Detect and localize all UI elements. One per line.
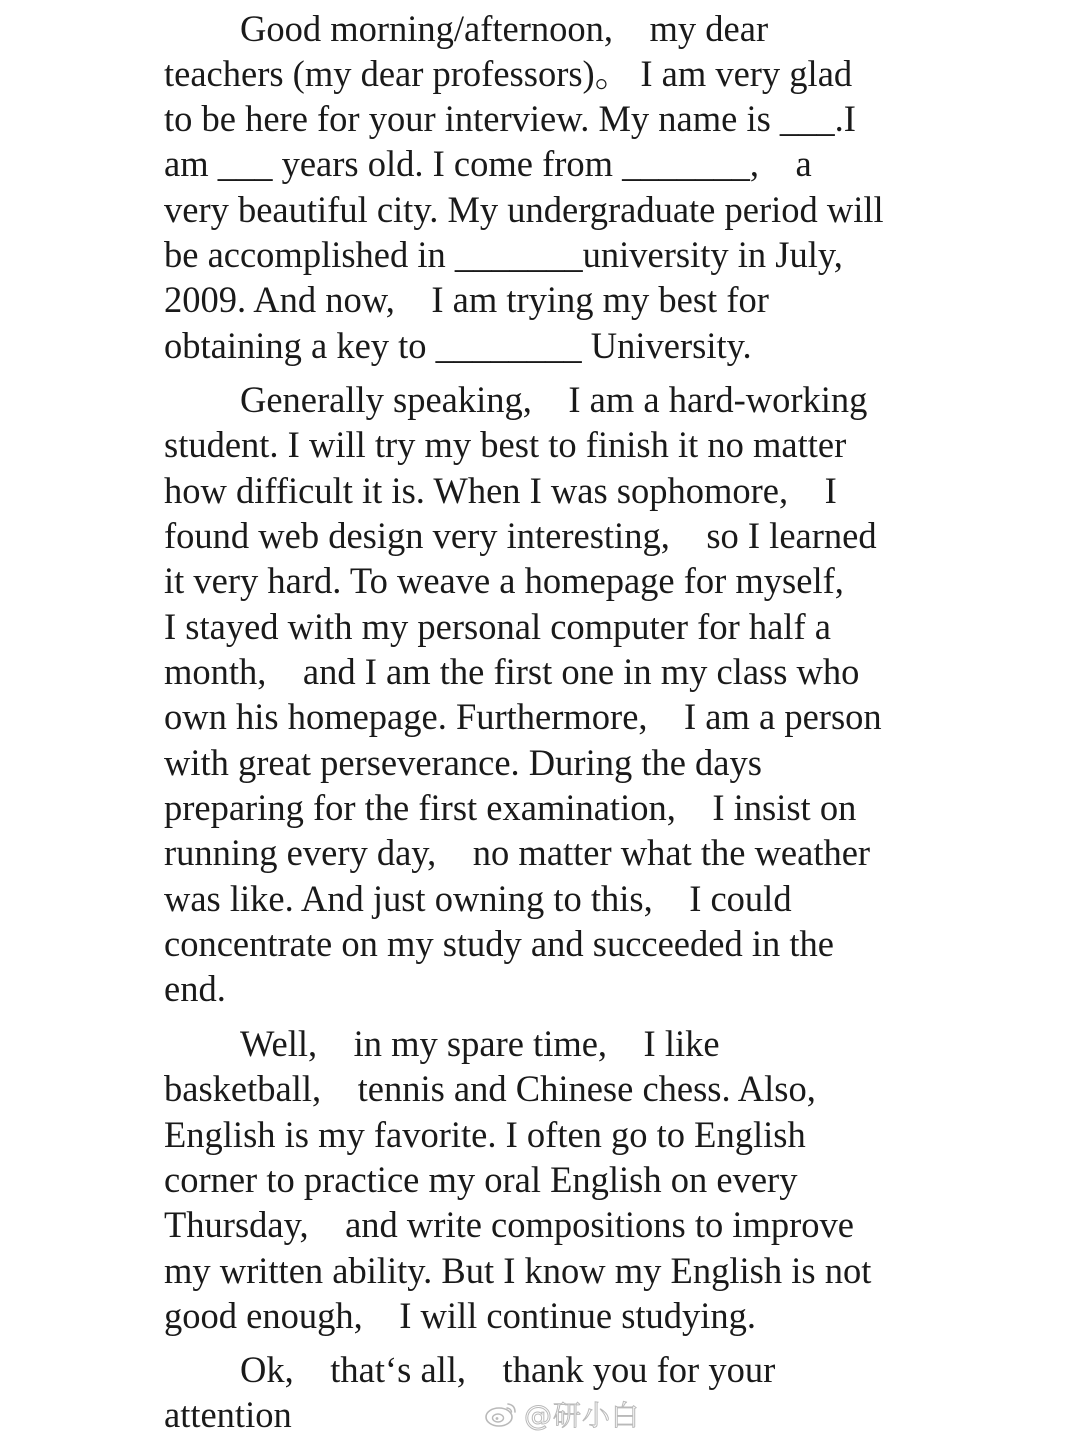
watermark — [484, 1394, 640, 1434]
paragraph-1-line-1: Good morning/afternoon, my dear — [240, 8, 769, 49]
paragraph-3-line-7: good enough, I will continue studying. — [164, 1295, 757, 1336]
paragraph-2-line-14: end. — [164, 968, 226, 1009]
paragraph-3-line-6: my written ability. But I know my English is not — [164, 1250, 872, 1291]
paragraph-4-line-1: Ok, that‘s all, thank you for your — [240, 1349, 776, 1390]
paragraph-3-line-5: Thursday, and write compositions to improve — [164, 1204, 855, 1245]
paragraph-2-line-5: it very hard. To weave a homepage for myself, — [164, 560, 844, 601]
paragraph-1-line-3: to be here for your interview. My name is ___.I — [164, 98, 856, 139]
watermark-text: @研小白 — [524, 1399, 641, 1432]
paragraph-2-line-6: I stayed with my personal computer for half a — [164, 606, 831, 647]
paragraph-2-line-12: was like. And just owning to this, I could — [164, 878, 792, 919]
paragraph-2-line-4: found web design very interesting, so I learned — [164, 515, 877, 556]
paragraph-1-line-7: 2009. And now, I am trying my best for — [164, 279, 769, 320]
paragraph-2-line-10: preparing for the first examination, I insist on — [164, 787, 857, 828]
paragraph-1-line-5: very beautiful city. My undergraduate period will — [164, 189, 884, 230]
paragraph-2-line-3: how difficult it is. When I was sophomore, I — [164, 470, 837, 511]
paragraph-2-line-2: student. I will try my best to finish it no matter — [164, 424, 847, 465]
paragraph-4-line-2: attention — [164, 1394, 292, 1435]
paragraph-2-line-13: concentrate on my study and succeeded in the — [164, 923, 834, 964]
paragraph-2-line-8: own his homepage. Furthermore, I am a person — [164, 696, 882, 737]
paragraph-3-line-3: English is my favorite. I often go to English — [164, 1114, 806, 1155]
paragraph-1-line-8: obtaining a key to ________ University. — [164, 325, 752, 366]
paragraph-2-line-9: with great perseverance. During the days — [164, 742, 762, 783]
paragraph-1-line-2: teachers (my dear professors)。 I am very glad — [164, 53, 853, 94]
paragraph-2-line-7: month, and I am the first one in my class who — [164, 651, 860, 692]
paragraph-1-line-6: be accomplished in _______university in July, — [164, 234, 843, 275]
paragraph-1-line-4: am ___ years old. I come from _______, a — [164, 143, 812, 184]
paragraph-3-line-2: basketball, tennis and Chinese chess. Also, — [164, 1068, 816, 1109]
paragraph-3-line-4: corner to practice my oral English on every — [164, 1159, 798, 1200]
paragraph-2-line-1: Generally speaking, I am a hard-working — [240, 379, 868, 420]
weibo-icon — [484, 1400, 518, 1428]
paragraph-2-line-11: running every day, no matter what the weather — [164, 832, 871, 873]
paragraph-3-line-1: Well, in my spare time, I like — [240, 1023, 720, 1064]
